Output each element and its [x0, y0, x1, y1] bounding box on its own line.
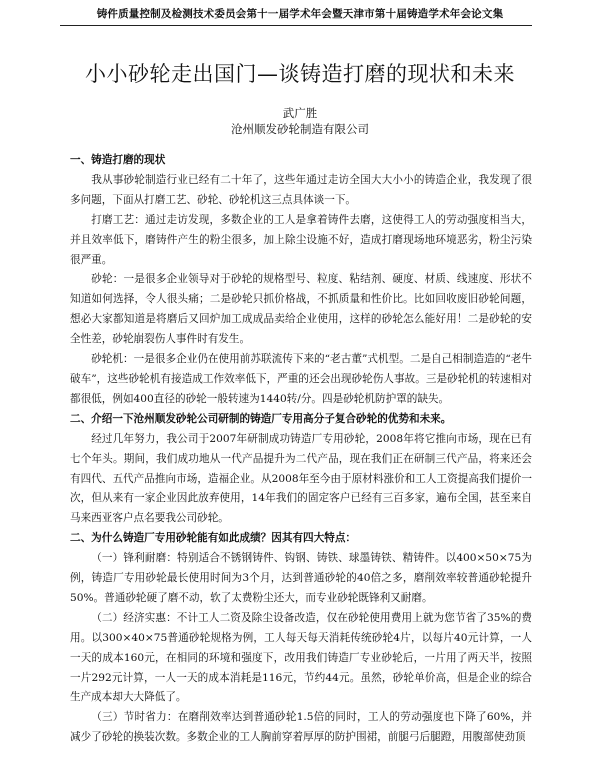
- paragraph: 打磨工艺：通过走访发现，多数企业的工人是拿着铸件去磨，这使得工人的劳动强度相当大，并且效率低下，磨铸件产生的粉尘很多，加上除尘设施不好，造成打磨现场地环境恶劣，粉尘污染很严重。: [70, 213, 532, 266]
- paper-title: 小小砂轮走出国门—谈铸造打磨的现状和未来: [85, 62, 515, 86]
- body-text: [70, 151, 532, 748]
- paragraph: （一）锋利耐磨：特别适合不锈钢铸件、钩钢、铸铁、球墨铸铁、精铸件。以400×50×75为例，铸造厂专用砂轮最长使用时间为3个月，达到普通砂轮的40倍之多，磨削效率较普通砂轮提升50%。普通砂轮硬了磨不动，软了太费粉尘还大，而专业砂轮既锋利又耐磨。: [70, 552, 532, 604]
- header-rule: [60, 25, 532, 26]
- section-heading-2: 二、介绍一下沧州顺发砂轮公司研制的铸造厂专用高分子复合砂轮的优势和未来。: [70, 412, 452, 425]
- affiliation: 沧州顺发砂轮制造有限公司: [231, 122, 369, 136]
- running-head: 铸件质量控制及检测技术委员会第十一届学术年会暨天津市第十届铸造学术年会论文集: [96, 8, 504, 20]
- section-heading-3: 二、为什么铸造厂专用砂轮能有如此成绩？因其有四大特点：: [70, 532, 357, 545]
- paragraph: （三）节时省力：在磨削效率达到普通砂轮1.5倍的同时，工人的劳动强度也下降了60%，并减少了砂轮的换装次数。多数企业的工人胸前穿着厚厚的防护围裙，前腿弓后腿蹬，用腹部使劲顶: [70, 711, 532, 744]
- paragraph: 砂轮机：一是很多企业仍在使用前苏联流传下来的“老古董”式机型。二是自己相制造造的“老牛破车”，这些砂轮机有接造成工作效率低下，严重的还会出现砂轮伤人事故。三是砂轮机的转速相对都很低，例如400直径的砂轮一般转速为1440转/分。四是砂轮机防护罩的缺失。: [70, 353, 532, 405]
- paragraph: 经过几年努力，我公司于2007年研制成功铸造厂专用砂轮，2008年将它推向市场，现在已有七个年头。期间，我们成功地从一代产品提升为二代产品，现在我们正在研制三代产品，将来还会有四代、五代产品推向市场，造福企业。从2008年至今由于原材料涨价和工人工资提高我们提价一次，但从来有一家企业因此放弃使用，14年我们的固定客户已经有三百多家，遍布全国，甚至来自马来西亚客户点名要我公司砂轮。: [70, 432, 532, 525]
- author: 武广胜: [282, 106, 318, 120]
- paragraph: 我从事砂轮制造行业已经有二十年了，这些年通过走访全国大大小小的铸造企业，我发现了很多问题，下面从打磨工艺、砂轮、砂轮机这三点具体谈一下。: [70, 173, 532, 206]
- paragraph: （二）经济实惠：不计工人二资及除尘设备改造，仅在砂轮使用费用上就为您节省了35%的费用。以300×40×75普通砂轮规格为例，工人每天每天消耗传统砂轮4片，以每片40元计算，一人一天的成本160元，在相同的环境和强度下，改用我们铸造厂专业砂轮后，一片用了两天半，按照一片292元计算，一人一天的成本消耗是116元，节约44元。虽然，砂轮单价高，但是企业的综合生产成本却大大降低了。: [70, 611, 532, 704]
- paragraph: 砂轮：一是很多企业领导对于砂轮的规格型号、粒度、粘结剂、硬度、材质、线速度、形状不知道如何选择，令人很头痛；二是砂轮只抓价格战，不抓质量和性价比。比如回收废旧砂轮间题，想必大家都知道是将磨后又回炉加工成成品卖给企业使用，这样的砂轮怎么能好用！二是砂轮的安全性差，砂轮崩裂伤人事件时有发生。: [70, 273, 532, 346]
- section-heading-1: 一、铸造打磨的现状: [70, 154, 166, 166]
